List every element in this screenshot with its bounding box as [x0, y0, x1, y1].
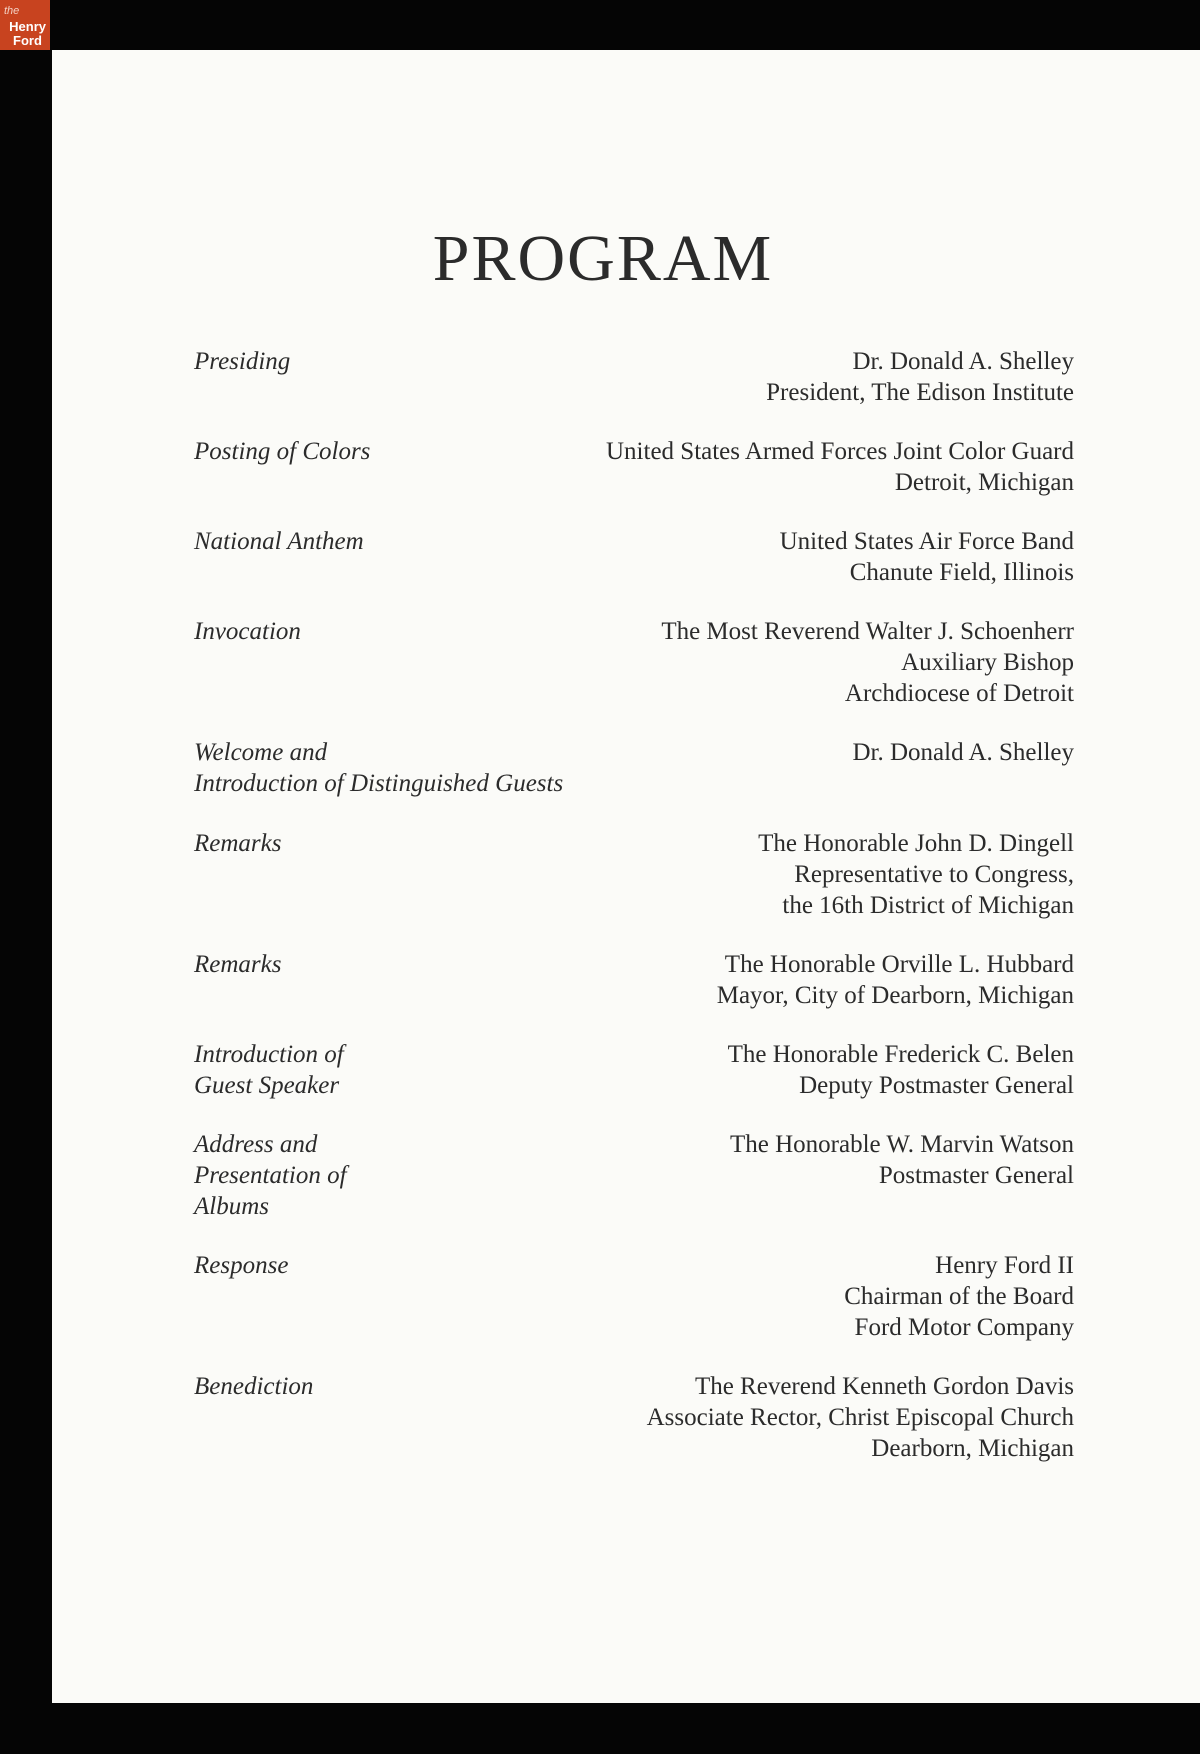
item-line: The Honorable Orville L. Hubbard: [724, 951, 1074, 978]
item-label: Response: [194, 1252, 289, 1279]
item-line: The Honorable W. Marvin Watson: [730, 1131, 1074, 1158]
henry-ford-logo: [0, 0, 50, 50]
item-line: Archdiocese of Detroit: [844, 680, 1074, 707]
item-label: Benediction: [194, 1373, 314, 1400]
item-label: Welcome and Introduction of Distinguished Guests: [194, 739, 564, 797]
item-line: Dr. Donald A. Shelley: [852, 348, 1074, 375]
item-line: Deputy Postmaster General: [799, 1072, 1074, 1099]
item-line: the 16th District of Michigan: [782, 892, 1074, 919]
logo-ford: Ford: [13, 33, 42, 48]
item-line: Ford Motor Company: [854, 1314, 1074, 1341]
item-label: Remarks: [194, 830, 282, 857]
item-line: Associate Rector, Christ Episcopal Church: [646, 1404, 1074, 1431]
item-details: [661, 616, 1074, 709]
item-line: Chanute Field, Illinois: [849, 559, 1074, 586]
item-line: Mayor, City of Dearborn, Michigan: [716, 982, 1074, 1009]
item-label: Invocation: [194, 618, 301, 645]
item-line: President, The Edison Institute: [766, 379, 1074, 406]
logo-the: the: [4, 5, 20, 17]
item-details: [606, 436, 1074, 498]
item-details: [647, 1371, 1074, 1464]
item-line: The Reverend Kenneth Gordon Davis: [694, 1373, 1074, 1400]
item-line: Chairman of the Board: [844, 1283, 1074, 1310]
item-line: United States Armed Forces Joint Color Guard: [606, 438, 1074, 465]
item-label: Posting of Colors: [194, 438, 371, 465]
item-line: Henry Ford II: [935, 1252, 1074, 1279]
item-line: Representative to Congress,: [794, 861, 1074, 888]
item-details: [844, 1250, 1074, 1343]
item-line: United States Air Force Band: [779, 528, 1074, 555]
item-details: [728, 1039, 1074, 1101]
page-title: PROGRAM: [432, 222, 774, 295]
item-label: Introduction of Guest Speaker: [194, 1041, 344, 1099]
item-details: [730, 1129, 1074, 1191]
item-details: [758, 828, 1074, 921]
item-line: Postmaster General: [878, 1162, 1074, 1189]
item-label: National Anthem: [194, 528, 364, 555]
item-line: Auxiliary Bishop: [901, 649, 1074, 676]
item-line: Detroit, Michigan: [894, 469, 1074, 496]
item-details: [780, 526, 1074, 588]
item-label: Remarks: [194, 951, 282, 978]
program-page: [52, 50, 1200, 1703]
item-details: [717, 949, 1074, 1011]
logo-henry: Henry: [9, 19, 46, 34]
item-label: Address and Presentation of Albums: [194, 1131, 347, 1220]
item-details: [852, 737, 1074, 768]
item-line: The Most Reverend Walter J. Schoenherr: [661, 618, 1074, 645]
item-line: The Honorable John D. Dingell: [758, 830, 1074, 857]
item-line: Dr. Donald A. Shelley: [852, 739, 1074, 766]
item-line: Dearborn, Michigan: [871, 1435, 1074, 1462]
item-label: Presiding: [194, 348, 291, 375]
item-details: [766, 346, 1074, 408]
item-line: The Honorable Frederick C. Belen: [727, 1041, 1074, 1068]
